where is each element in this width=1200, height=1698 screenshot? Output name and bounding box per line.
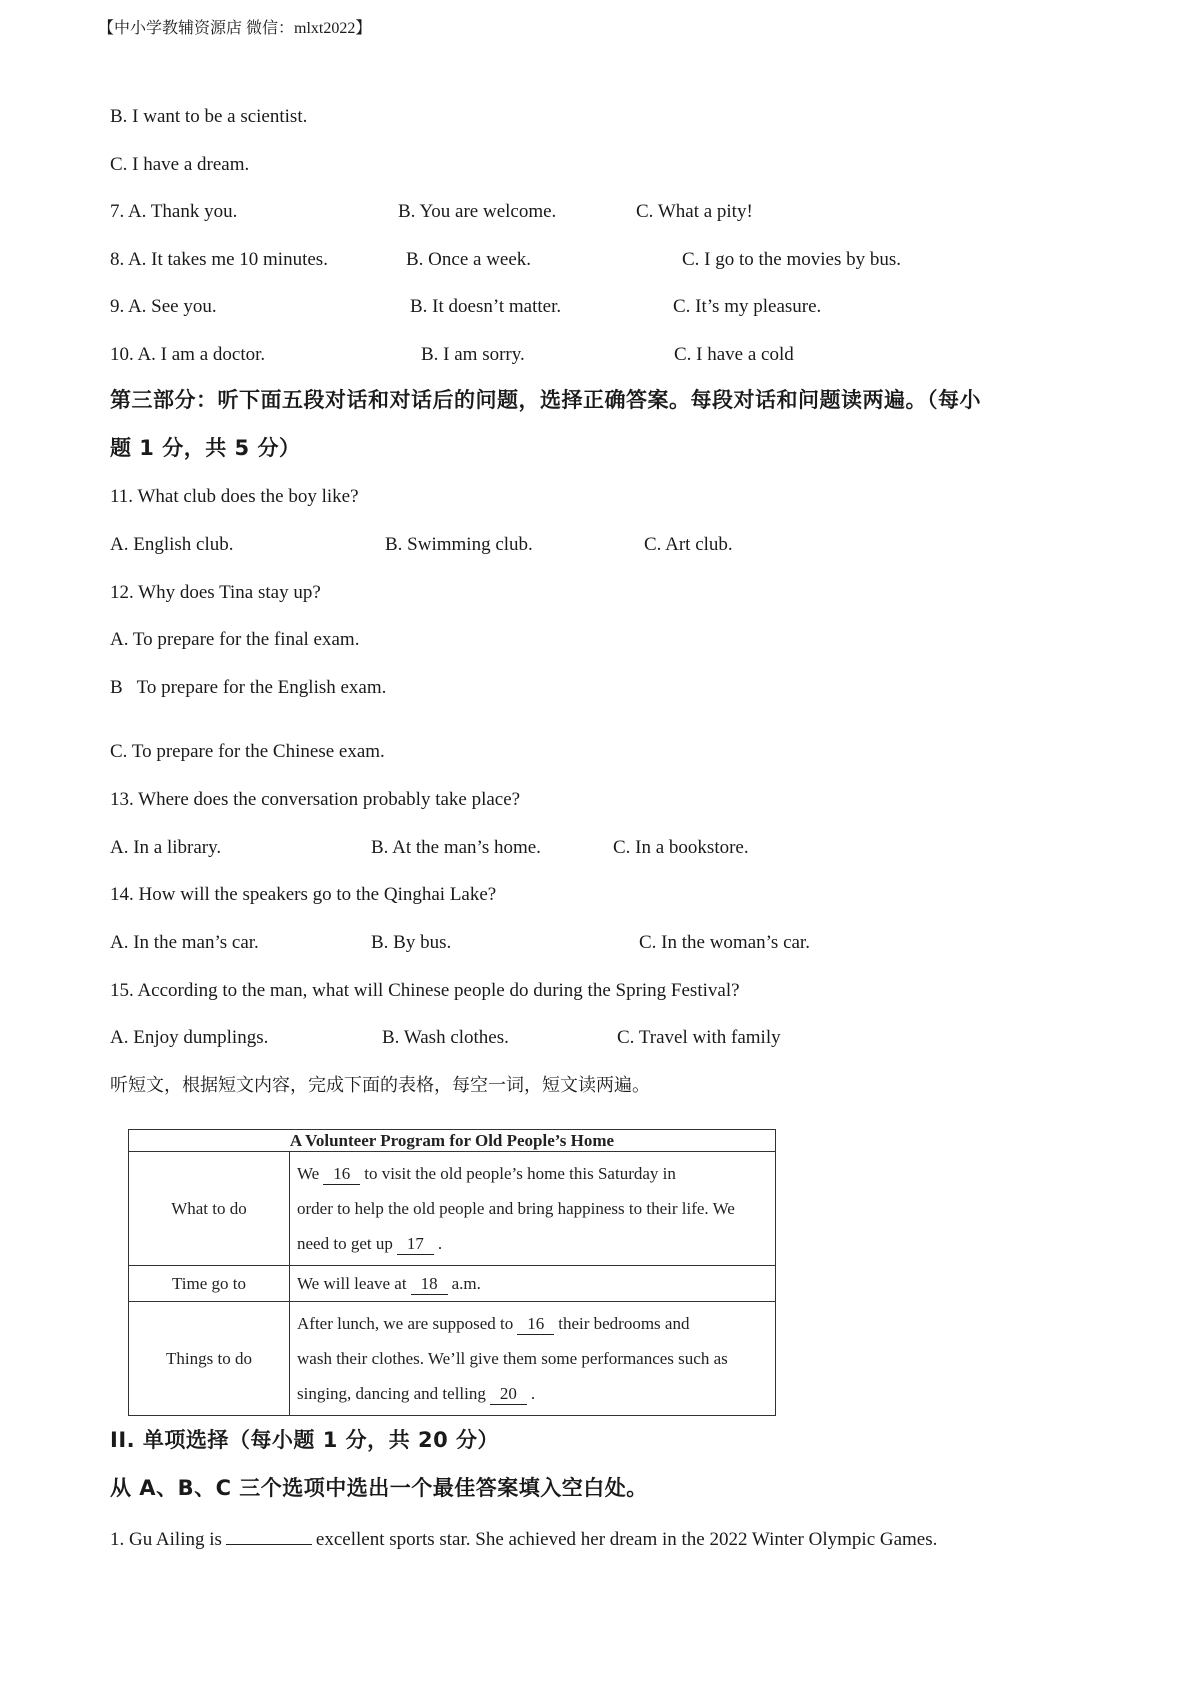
q9-option-a: 9. A. See you. (110, 296, 217, 317)
row-content-time: We will leave at 18 a.m. (290, 1266, 776, 1302)
part-ii-title: II. 单项选择（每小题 1 分，共 20 分） (110, 1428, 499, 1452)
q13-option-c: C. In a bookstore. (613, 837, 749, 858)
q9-option-b: B. It doesn’t matter. (410, 296, 562, 317)
q15-option-a: A. Enjoy dumplings. (110, 1027, 269, 1048)
row-label-things-to-do: Things to do (129, 1302, 290, 1416)
table-row (129, 1152, 776, 1266)
row-content-what-to-do: We 16 to visit the old people’s home this Saturday in order to help the old people and bring happiness to their life. We need to get up 17 . (290, 1152, 776, 1266)
part-ii-instructions: 从 A、B、C 三个选项中选出一个最佳答案填入空白处。 (110, 1476, 648, 1500)
q1-stem: 1. Gu Ailing is excellent sports star. She achieved her dream in the 2022 Winter Olympic Games. (110, 1526, 937, 1551)
volunteer-program-table (128, 1129, 776, 1416)
q15-option-c: C. Travel with family (617, 1027, 781, 1048)
q14-option-c: C. In the woman’s car. (639, 932, 810, 953)
q7-option-b: B. You are welcome. (398, 201, 557, 222)
part4-instructions: 听短文，根据短文内容，完成下面的表格，每空一词，短文读两遍。 (110, 1075, 650, 1096)
row-content-things-to-do: After lunch, we are supposed to 16 their bedrooms and wash their clothes. We’ll give them some performances such as singing, dancing and telling 20 . (290, 1302, 776, 1416)
q11-option-c: C. Art club. (644, 534, 733, 555)
q10-option-a: 10. A. I am a doctor. (110, 344, 266, 365)
table-title: A Volunteer Program for Old People’s Home (129, 1130, 776, 1152)
q11-option-a: A. English club. (110, 534, 234, 555)
blank-16: 16 (323, 1164, 360, 1185)
q7-option-a: 7. A. Thank you. (110, 201, 238, 222)
row-label-time: Time go to (129, 1266, 290, 1302)
q12-option-a: A. To prepare for the final exam. (110, 629, 360, 650)
q7-option-c: C. What a pity! (636, 201, 753, 222)
blank-19: 16 (517, 1314, 554, 1335)
part3-heading-line2: 题 1 分，共 5 分） (110, 436, 301, 460)
q14-option-a: A. In the man’s car. (110, 932, 259, 953)
table-row (129, 1266, 776, 1302)
q8-option-a: 8. A. It takes me 10 minutes. (110, 249, 328, 270)
q13-option-b: B. At the man’s home. (371, 837, 541, 858)
q13-stem: 13. Where does the conversation probably take place? (110, 789, 521, 810)
q8-option-c: C. I go to the movies by bus. (682, 249, 902, 270)
page-header: 【中小学教辅资源店 微信：mlxt2022】 (98, 20, 372, 37)
q13-option-a: A. In a library. (110, 837, 222, 858)
part3-heading-line1: 第三部分：听下面五段对话和对话后的问题，选择正确答案。每段对话和问题读两遍。（每小 (110, 388, 981, 412)
row-label-what-to-do: What to do (129, 1152, 290, 1266)
q9-option-c: C. It’s my pleasure. (673, 296, 822, 317)
q14-stem: 14. How will the speakers go to the Qinghai Lake? (110, 884, 497, 905)
q12-option-c: C. To prepare for the Chinese exam. (110, 741, 385, 762)
blank-20: 20 (490, 1384, 527, 1405)
q15-stem: 15. According to the man, what will Chinese people do during the Spring Festival? (110, 980, 740, 1001)
q6-option-b: B. I want to be a scientist. (110, 106, 308, 127)
q15-option-b: B. Wash clothes. (382, 1027, 509, 1048)
q8-option-b: B. Once a week. (406, 249, 532, 270)
q11-option-b: B. Swimming club. (385, 534, 533, 555)
q14-option-b: B. By bus. (371, 932, 452, 953)
q6-option-c: C. I have a dream. (110, 154, 250, 175)
q10-option-c: C. I have a cold (674, 344, 794, 365)
q12-option-b: B To prepare for the English exam. (110, 677, 387, 698)
blank-17: 17 (397, 1234, 434, 1255)
blank-18: 18 (411, 1274, 448, 1295)
table-row (129, 1302, 776, 1416)
q12-stem: 12. Why does Tina stay up? (110, 582, 321, 603)
q11-stem: 11. What club does the boy like? (110, 486, 359, 507)
answer-blank (226, 1526, 312, 1545)
q10-option-b: B. I am sorry. (421, 344, 525, 365)
